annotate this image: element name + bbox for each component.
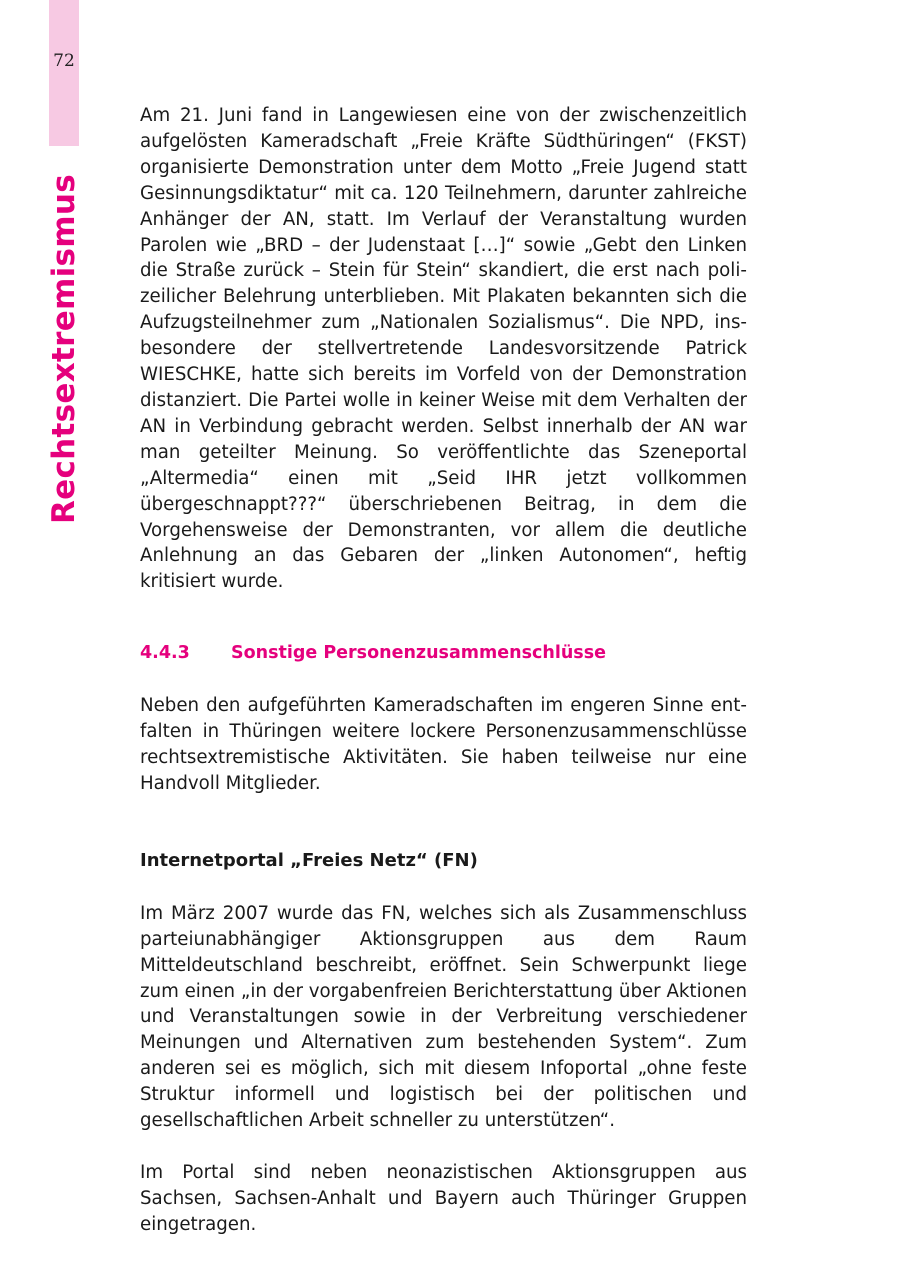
paragraph-personenzusammenschluesse: Neben den aufgeführten Kameradschaften im engeren Sinne entfalten in Thüringen weitere lockere Personenzusammenschlüsse rechtsextremistische Aktivitäten. Sie haben teilweise nur eine Handvoll Mitglieder. [140, 695, 747, 794]
subheading-freies-netz: Internetportal „Freies Netz“ (FN) [140, 849, 478, 871]
paragraph-freies-netz: Im März 2007 wurde das FN, welches sich als Zusammenschluss parteiunabhängiger Aktionsgruppen aus dem Raum Mitteldeutschland beschreibt, eröffnet. Sein Schwerpunkt liege zum einen „in der vorgabenfreien Berichterstattung über Aktionen und Veranstaltungen sowie in der Verbreitung verschiedener Meinungen und Alternativen zum bestehenden System“. Zum anderen sei es möglich, sich mit diesem Infoportal „ohne feste Struktur informell und logistisch bei der politischen und gesellschaftlichen Arbeit schneller zu unterstützen“. [140, 902, 747, 1132]
paragraph-portal-gruppen: Im Portal sind neben neonazistischen Aktionsgruppen aus Sachsen, Sachsen-Anhalt und Bayern auch Thüringer Gruppen eingetragen. [140, 1162, 747, 1235]
page-number: 72 [53, 51, 75, 71]
page-content [140, 103, 747, 1238]
section-number: 4.4.3 [140, 643, 190, 664]
section-heading [140, 640, 747, 666]
chapter-tab [49, 0, 79, 146]
chapter-label: Rechtsextremismus [46, 173, 82, 525]
section-title: Sonstige Personenzusammenschlüsse [231, 643, 606, 664]
paragraph-demonstration: Am 21. Juni fand in Langewiesen eine von der zwischenzeitlich aufgelösten Kameradschaft „Freie Kräfte Südthüringen“ (FKST) organisierte Demonstration unter dem Motto „Freie Jugend statt Gesinnungsdiktatur“ mit ca. 120 Teilnehmern, darunter zahlreiche Anhänger der AN, statt. Im Verlauf der Veranstaltung wurden Parolen wie „BRD – der Judenstaat […]“ sowie „Gebt den Linken die Straße zurück – Stein für Stein“ skandiert, die erst nach polizeilicher Belehrung unterblieben. Mit Plakaten bekannten sich die Aufzugsteilnehmer zum „Nationalen Sozialismus“. Die NPD, insbesondere der stellvertretende Landesvorsitzende Patrick WIESCHKE, hatte sich bereits im Vorfeld von der Demonstration distanziert. Die Partei wolle in keiner Weise mit dem Verhalten der AN in Verbindung gebracht werden. Selbst innerhalb der AN war man geteilter Meinung. So veröffentlichte das Szeneportal „Altermedia“ einen mit „Seid IHR jetzt vollkommen übergeschnappt???“ überschriebenen Beitrag, in dem die Vorgehensweise der Demonstranten, vor allem die deutliche Anlehnung an das Gebaren der „linken Autonomen“, heftig kritisiert wurde. [140, 105, 747, 593]
